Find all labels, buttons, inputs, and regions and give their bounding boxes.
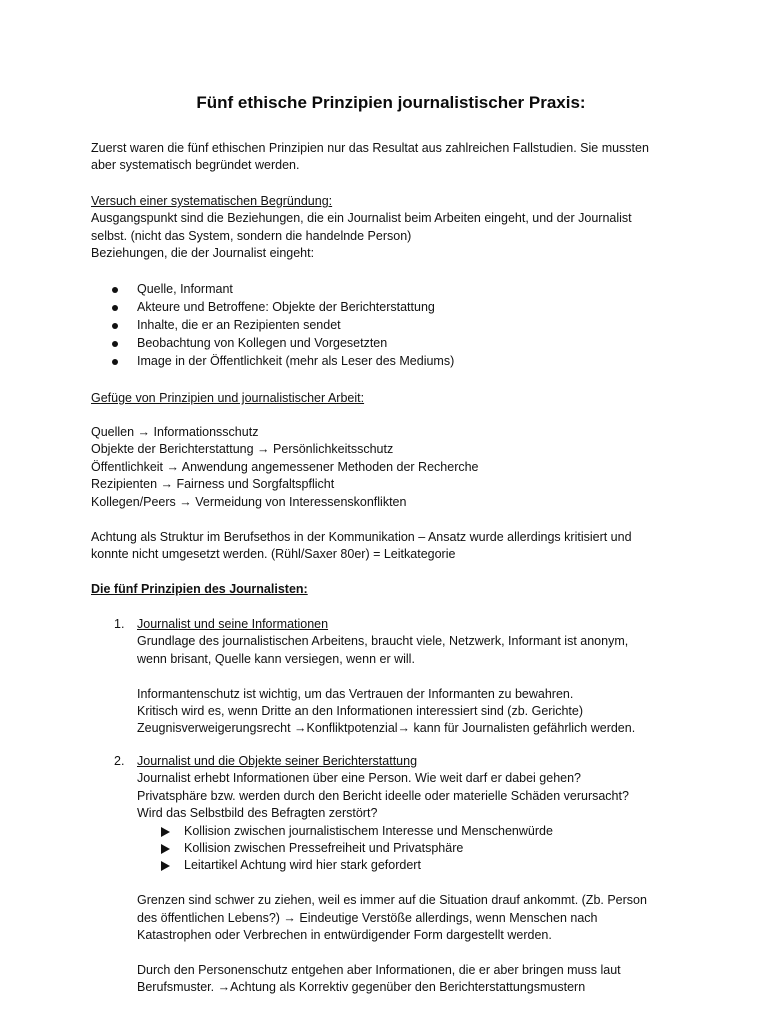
respect-note-paragraph [91, 529, 691, 564]
principle-line: Kritisch wird es, wenn Dritte an den Informationen interessiert sind (zb. Gerichte) [137, 704, 584, 719]
list-item-text: Image in der Öffentlichkeit (mehr als Leser des Mediums) [137, 353, 455, 368]
list-item [91, 335, 691, 353]
document-title: Fünf ethische Prinzipien journalistischer Praxis: [196, 93, 586, 112]
list-number: 2. [114, 754, 125, 768]
mapping-line: Rezipienten → Fairness und Sorgfaltspflicht [91, 477, 335, 492]
list-item [91, 317, 691, 335]
principle-line: Katastrophen oder Verbrechen in entwürdigender Form dargestellt werden. [137, 928, 552, 942]
section-principles-structure [91, 390, 691, 407]
bullet-icon [112, 287, 118, 293]
list-item [137, 823, 697, 840]
principle-line: Grenzen sind schwer zu ziehen, weil es immer auf die Situation drauf ankommt. (Zb. Person [137, 893, 647, 908]
mapping-line: Kollegen/Peers → Vermeidung von Interessenskonflikten [91, 494, 407, 509]
principle-line: Informantenschutz ist wichtig, um das Vertrauen der Informanten zu bewahren. [137, 686, 574, 701]
bullet-icon [112, 323, 118, 329]
mapping-line: Objekte der Berichterstattung → Persönlichkeitsschutz [91, 442, 394, 457]
list-item-text: Inhalte, die er an Rezipienten sendet [137, 317, 341, 332]
principle-line: Privatsphäre bzw. werden durch den Bericht ideelle oder materielle Schäden verursacht? [137, 788, 629, 803]
list-item [91, 299, 691, 317]
relationships-bullet-list [91, 281, 691, 370]
principle-heading: Journalist und die Objekte seiner Berichterstattung [137, 754, 418, 768]
principle-mapping-list [91, 424, 691, 511]
mapping-line: Öffentlichkeit → Anwendung angemessener Methoden der Recherche [91, 459, 479, 474]
arrow-bullet-icon [161, 827, 170, 837]
principle-heading: Journalist und seine Informationen [137, 617, 329, 631]
bullet-icon [112, 341, 118, 347]
principle-line: Wird das Selbstbild des Befragten zerstört? [137, 806, 378, 821]
intro-paragraph [91, 140, 691, 175]
blank-line [137, 944, 697, 961]
blank-line [137, 875, 697, 892]
section-heading: Versuch einer systematischen Begründung: [91, 194, 333, 208]
list-item [91, 281, 691, 299]
list-item-text: Quelle, Informant [137, 282, 233, 296]
section-heading: Die fünf Prinzipien des Journalisten: [91, 582, 308, 596]
principle-item-body [137, 753, 697, 997]
principle-line: Grundlage des journalistischen Arbeitens, braucht viele, Netzwerk, Informant ist anonym, [137, 634, 629, 649]
principle-line: Journalist erhebt Informationen über eine Person. Wie weit darf er dabei gehen? [137, 771, 582, 786]
principle-line: wenn brisant, Quelle kann versiegen, wenn er will. [137, 651, 415, 666]
section-systematic-justification [91, 193, 691, 263]
principle-item-body [137, 616, 697, 738]
principle-line: Zeugnisverweigerungsrecht →Konfliktpotenzial→ kann für Journalisten gefährlich werden. [137, 721, 636, 736]
list-item [137, 840, 697, 857]
principle-item-1 [91, 616, 691, 738]
list-item-text: Beobachtung von Kollegen und Vorgesetzten [137, 335, 388, 350]
arrow-bullet-icon [161, 861, 170, 871]
list-item [91, 353, 691, 371]
mapping-line: Quellen → Informationsschutz [91, 425, 259, 439]
principle-line: Durch den Personenschutz entgehen aber Informationen, die er aber bringen muss laut [137, 962, 621, 977]
list-item-text: Kollision zwischen journalistischem Interesse und Menschenwürde [184, 823, 553, 838]
note-line: Achtung als Struktur im Berufsethos in der Kommunikation – Ansatz wurde allerdings kritisiert und [91, 530, 632, 544]
section-line: Beziehungen, die der Journalist eingeht: [91, 246, 315, 261]
note-line: konnte nicht umgesetzt werden. (Rühl/Saxer 80er) = Leitkategorie [91, 547, 456, 562]
list-item-text: Akteure und Betroffene: Objekte der Berichterstattung [137, 299, 435, 314]
list-number: 1. [114, 617, 125, 631]
bullet-icon [112, 305, 118, 311]
list-item [137, 857, 697, 874]
bullet-icon [112, 359, 118, 365]
intro-line: aber systematisch begründet werden. [91, 158, 300, 173]
arrow-bullet-icon [161, 844, 170, 854]
principle-line: Berufsmuster. →Achtung als Korrektiv gegenüber den Berichterstattungsmustern [137, 980, 586, 995]
section-line: selbst. (nicht das System, sondern die handelnde Person) [91, 228, 412, 243]
section-line: Ausgangspunkt sind die Beziehungen, die ein Journalist beim Arbeiten eingeht, und der Journalist [91, 211, 632, 226]
principle-item-2 [91, 753, 691, 997]
list-item-text: Kollision zwischen Pressefreiheit und Privatsphäre [184, 841, 464, 856]
section-five-principles [91, 581, 691, 598]
list-item-text: Leitartikel Achtung wird hier stark gefordert [184, 858, 421, 873]
section-heading: Gefüge von Prinzipien und journalistischer Arbeit: [91, 391, 365, 405]
intro-line: Zuerst waren die fünf ethischen Prinzipien nur das Resultat aus zahlreichen Fallstudien. Sie mussten [91, 141, 649, 155]
blank-line [137, 668, 697, 685]
principle-line: des öffentlichen Lebens?) → Eindeutige Verstöße allerdings, wenn Menschen nach [137, 910, 598, 925]
